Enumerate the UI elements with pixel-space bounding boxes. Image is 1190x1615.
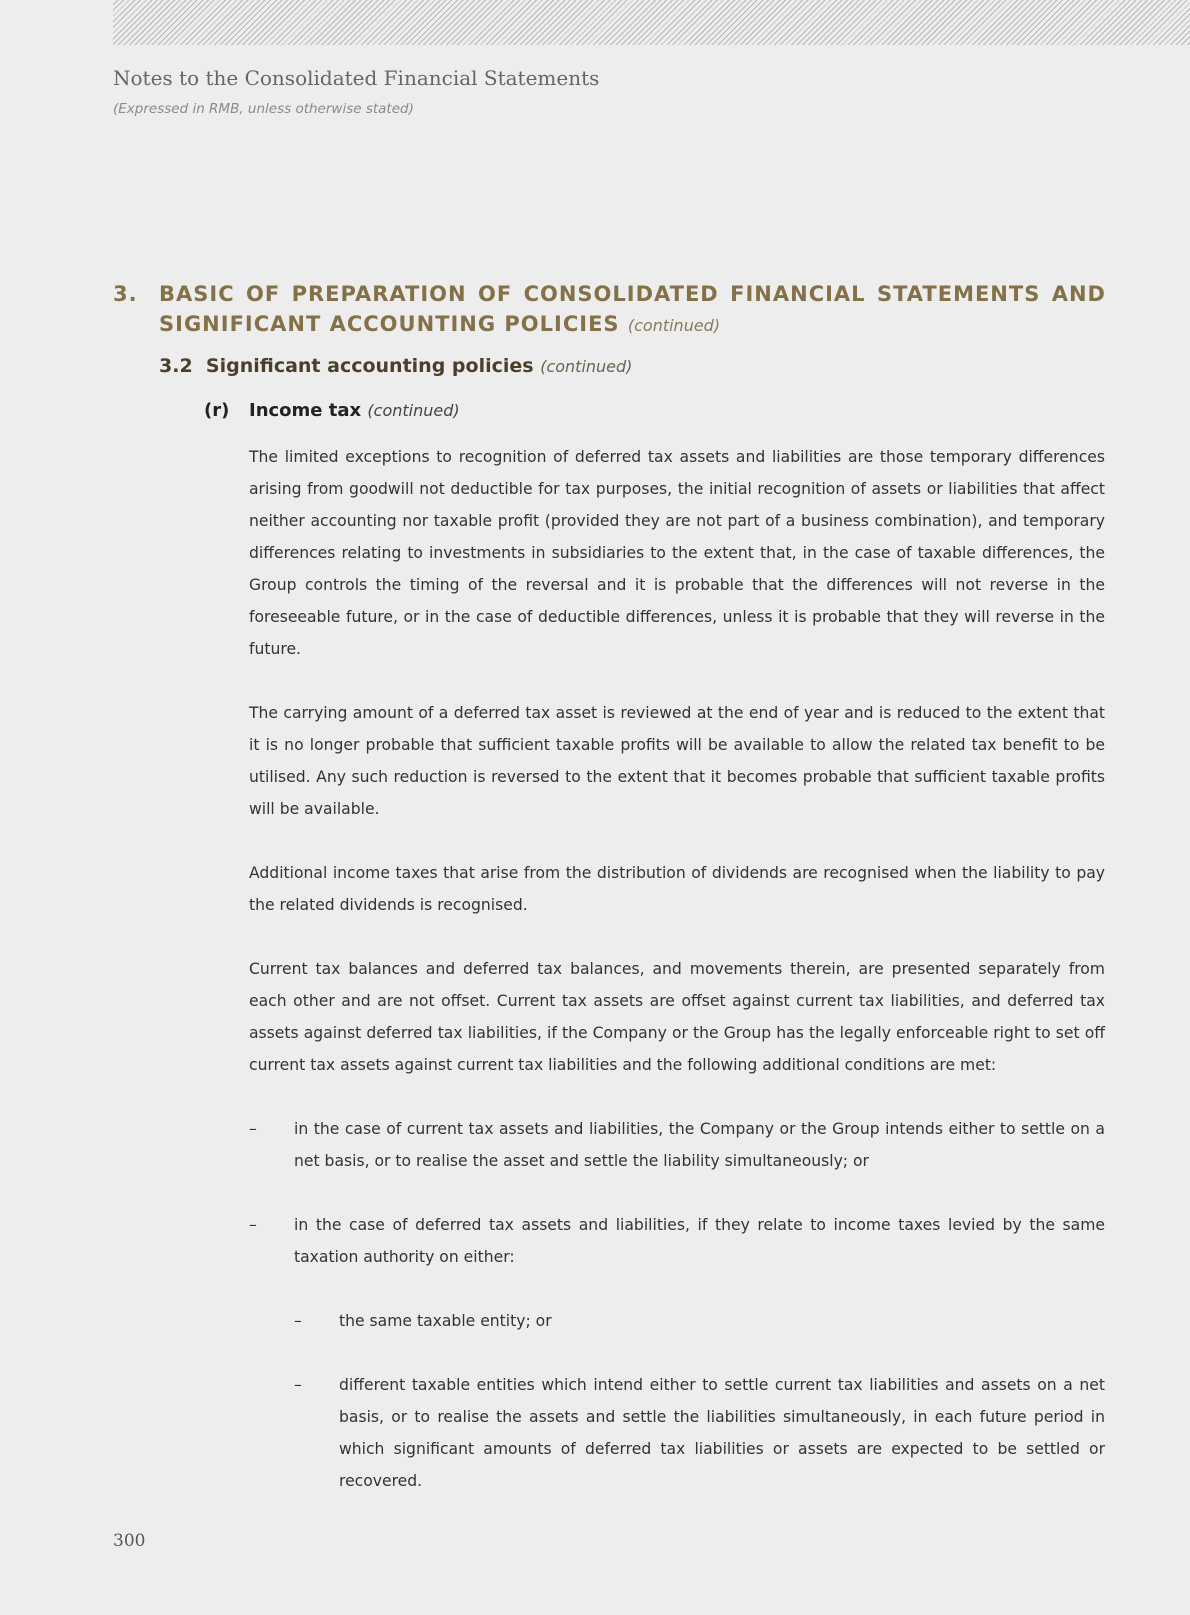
sub-list-item bbox=[294, 1305, 1105, 1337]
subsection-title: Significant accounting policies bbox=[205, 355, 534, 377]
list-item-text: the same taxable entity; or bbox=[339, 1312, 552, 1330]
list-item bbox=[249, 1113, 1105, 1177]
section-heading bbox=[113, 279, 1106, 341]
body-text bbox=[249, 441, 1105, 1529]
dash-bullet: – bbox=[294, 1312, 302, 1330]
running-header-subtitle: (Expressed in RMB, unless otherwise stated) bbox=[113, 101, 414, 117]
subsection-heading bbox=[159, 355, 632, 377]
page-number: 300 bbox=[113, 1531, 146, 1551]
item-heading bbox=[204, 400, 460, 421]
section-number: 3. bbox=[113, 282, 138, 306]
list-item-text: different taxable entities which intend either to settle current tax liabilities and assets on a net basis, or to realise the assets and settle the liabilities simultaneously, in each future period in which significant amounts of deferred tax liabilities or assets are expected to be settled or recovered. bbox=[339, 1376, 1105, 1490]
item-continued: (continued) bbox=[367, 401, 460, 420]
item-title: Income tax bbox=[249, 400, 362, 421]
sub-list-item bbox=[294, 1369, 1105, 1497]
header-hatch-band bbox=[113, 0, 1190, 45]
list-item-text: in the case of current tax assets and liabilities, the Company or the Group intends either to settle on a net basis, or to realise the asset and settle the liability simultaneously; or bbox=[294, 1120, 1105, 1170]
list-item bbox=[249, 1209, 1105, 1273]
subsection-number: 3.2 bbox=[159, 355, 193, 377]
paragraph: The limited exceptions to recognition of deferred tax assets and liabilities are those temporary differences arising from goodwill not deductible for tax purposes, the initial recognition of assets or liabilities that affect neither accounting nor taxable profit (provided they are not part of a business combination), and temporary differences relating to investments in subsidiaries to the extent that, in the case of taxable differences, the Group controls the timing of the reversal and it is probable that the differences will not reverse in the foreseeable future, or in the case of deductible differences, unless it is probable that they will reverse in the future. bbox=[249, 448, 1105, 658]
section-continued: (continued) bbox=[627, 316, 721, 335]
paragraph: The carrying amount of a deferred tax asset is reviewed at the end of year and is reduced to the extent that it is no longer probable that sufficient taxable profits will be available to allow the related tax benefit to be utilised. Any such reduction is reversed to the extent that it becomes probable that sufficient taxable profits will be available. bbox=[249, 704, 1105, 818]
dash-bullet: – bbox=[249, 1216, 257, 1234]
section-title: BASIC OF PREPARATION OF CONSOLIDATED FINANCIAL STATEMENTS AND SIGNIFICANT ACCOUNTING POLICIES bbox=[159, 282, 1106, 336]
paragraph: Current tax balances and deferred tax balances, and movements therein, are presented separately from each other and are not offset. Current tax assets are offset against current tax liabilities, and deferred tax assets against deferred tax liabilities, if the Company or the Group has the legally enforceable right to set off current tax assets against current tax liabilities and the following additional conditions are met: bbox=[249, 960, 1105, 1074]
list-item-text: in the case of deferred tax assets and liabilities, if they relate to income taxes levied by the same taxation authority on either: bbox=[294, 1216, 1105, 1266]
dash-bullet: – bbox=[249, 1120, 257, 1138]
subsection-continued: (continued) bbox=[540, 357, 633, 376]
item-label: (r) bbox=[204, 400, 230, 421]
running-header-title: Notes to the Consolidated Financial Statements bbox=[113, 66, 600, 90]
dash-bullet: – bbox=[294, 1376, 302, 1394]
paragraph: Additional income taxes that arise from the distribution of dividends are recognised when the liability to pay the related dividends is recognised. bbox=[249, 864, 1105, 914]
